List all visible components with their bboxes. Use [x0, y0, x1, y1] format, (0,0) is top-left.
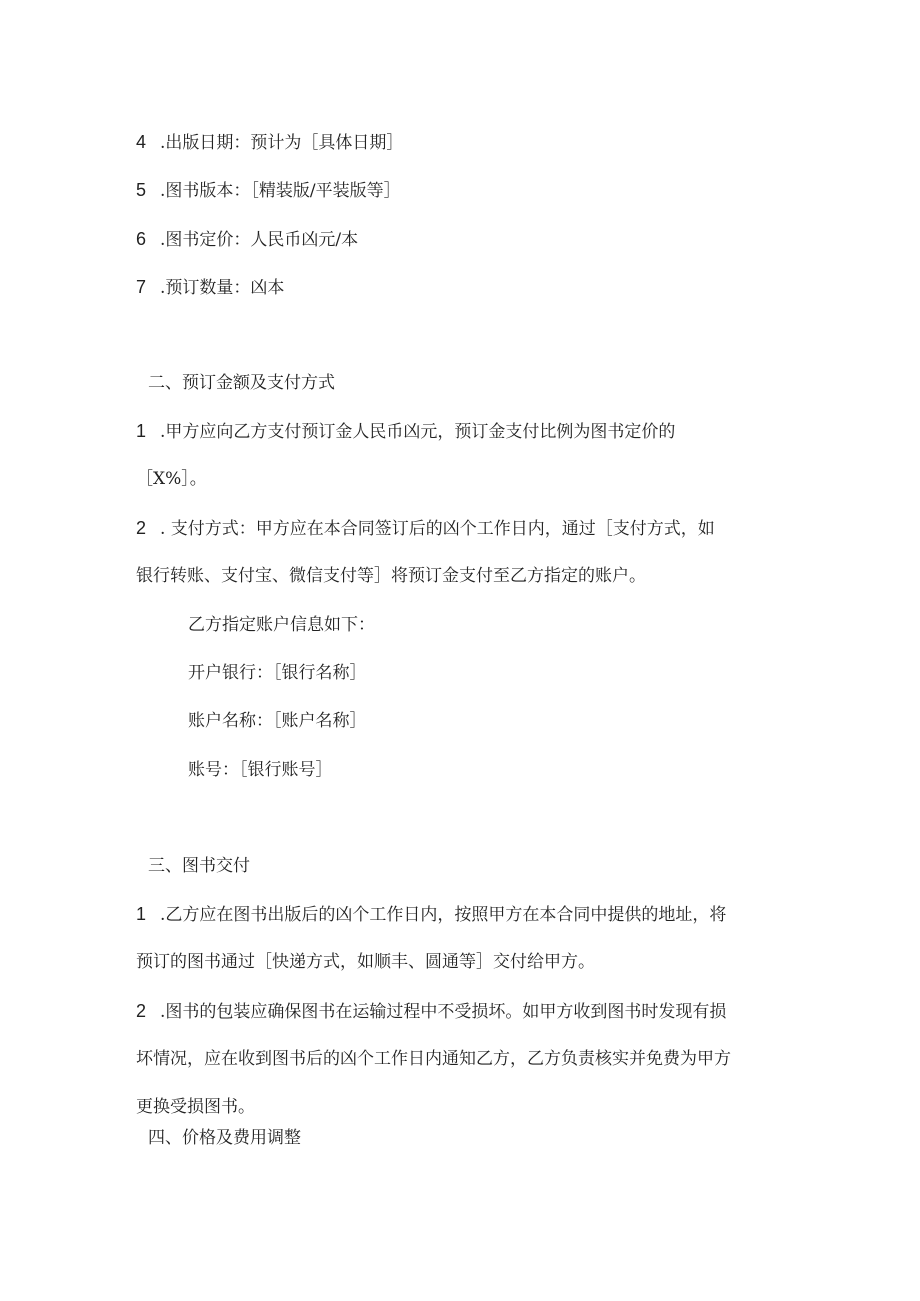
section-heading-delivery: 三、图书交付	[148, 856, 250, 876]
list-text: . 支付方式：甲方应在本合同签订后的凶个工作日内，通过［支付方式，如	[160, 519, 715, 539]
account-intro: 乙方指定账户信息如下：	[188, 615, 375, 635]
account-name-line: 账户名称：［账户名称］	[188, 711, 367, 731]
list-number: 2	[136, 518, 147, 538]
list-number: 6	[136, 229, 147, 249]
account-number-line: 账号：［银行账号］	[188, 760, 333, 780]
list-item-4	[136, 131, 403, 154]
section-heading-price-adjustment: 四、价格及费用调整	[148, 1128, 301, 1148]
list-item-6	[136, 228, 358, 251]
list-number: 5	[136, 180, 147, 200]
delivery-item-2	[136, 1000, 726, 1023]
list-text: .图书定价：人民币凶元/本	[160, 230, 359, 250]
list-number: 1	[136, 421, 147, 441]
delivery-item-1	[136, 903, 726, 926]
list-text: .乙方应在图书出版后的凶个工作日内，按照甲方在本合同中提供的地址，将	[160, 905, 727, 925]
list-text: .甲方应向乙方支付预订金人民币凶元，预订金支付比例为图书定价的	[160, 422, 676, 442]
list-item-5	[136, 179, 401, 202]
list-number: 1	[136, 904, 147, 924]
bank-name-line: 开户银行：［银行名称］	[188, 663, 367, 683]
list-text: .图书的包装应确保图书在运输过程中不受损坏。如甲方收到图书时发现有损	[160, 1002, 727, 1022]
delivery-item-2-continuation-2: 更换受损图书。	[136, 1097, 255, 1117]
list-item-7	[136, 276, 284, 299]
payment-item-1-continuation: ［X%］。	[136, 469, 207, 489]
delivery-item-2-continuation-1: 坏情况，应在收到图书后的凶个工作日内通知乙方，乙方负责核实并免费为甲方	[136, 1049, 731, 1069]
payment-item-1	[136, 420, 675, 443]
list-number: 2	[136, 1001, 147, 1021]
list-number: 7	[136, 277, 147, 297]
payment-item-2-continuation: 银行转账、支付宝、微信支付等］将预订金支付至乙方指定的账户。	[136, 566, 646, 586]
list-text: .出版日期：预计为［具体日期］	[160, 133, 404, 153]
payment-item-2	[136, 517, 715, 540]
delivery-item-1-continuation: 预订的图书通过［快递方式，如顺丰、圆通等］交付给甲方。	[136, 952, 595, 972]
list-number: 4	[136, 132, 147, 152]
list-text: .图书版本：［精装版/平装版等］	[160, 181, 401, 201]
section-heading-payment: 二、预订金额及支付方式	[148, 373, 335, 393]
list-text: .预订数量：凶本	[160, 278, 285, 298]
